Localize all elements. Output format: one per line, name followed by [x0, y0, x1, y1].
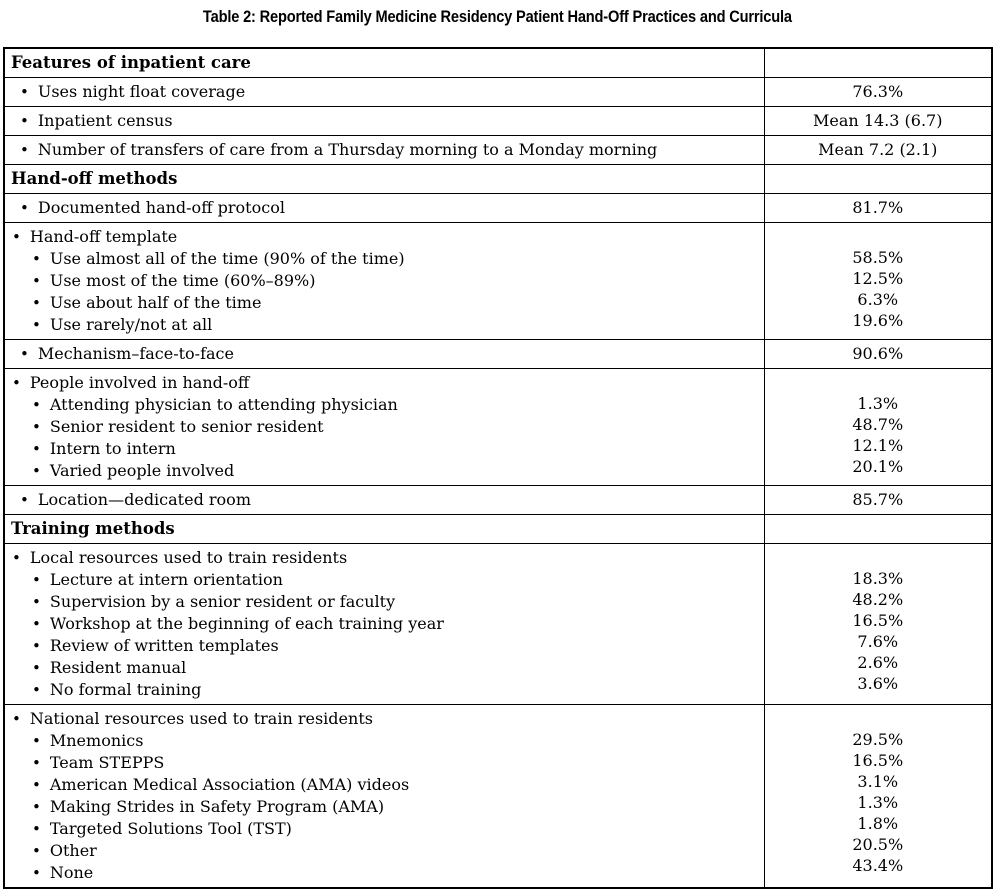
group-label: People involved in hand-off [29, 373, 250, 392]
value-cell [764, 78, 992, 107]
bullet-icon: • [32, 776, 41, 794]
item-value: 85.7% [852, 490, 904, 509]
group-value-spacer [765, 547, 992, 568]
label-cell [4, 194, 764, 223]
sub-item-label-line [5, 591, 764, 613]
section-label: Hand-off methods [11, 169, 178, 188]
sub-item-value: 2.6% [857, 653, 899, 672]
bullet-icon: • [20, 83, 29, 101]
value-cell [764, 369, 992, 486]
item-label-line [5, 110, 764, 132]
label-cell [4, 515, 764, 544]
sub-item-label-line [5, 657, 764, 679]
item-value: 81.7% [852, 198, 904, 217]
sub-item-value: 12.1% [852, 436, 904, 455]
sub-item-label-line [5, 613, 764, 635]
label-cell [4, 340, 764, 369]
label-cell [4, 223, 764, 340]
item-value: 76.3% [852, 82, 904, 101]
sub-item-label-line [5, 292, 764, 314]
group-row [4, 369, 992, 486]
bullet-icon: • [32, 250, 41, 268]
item-row [4, 340, 992, 369]
group-value-spacer [765, 372, 992, 393]
sub-item-label: Targeted Solutions Tool (TST) [49, 819, 292, 838]
bullet-icon: • [32, 396, 41, 414]
item-label: Uses night float coverage [37, 82, 246, 101]
bullet-icon: • [32, 659, 41, 677]
sub-item-label-line [5, 862, 764, 884]
label-cell [4, 136, 764, 165]
sub-item-value: 58.5% [852, 248, 904, 267]
value-cell [764, 340, 992, 369]
sub-item-label: Attending physician to attending physician [49, 395, 398, 414]
sub-item-value: 16.5% [852, 611, 904, 630]
sub-item-value: 43.4% [852, 856, 904, 875]
bullet-icon: • [32, 440, 41, 458]
sub-item-label: Use most of the time (60%–89%) [49, 271, 316, 290]
item-label-line [5, 197, 764, 219]
table-title-text: Table 2: Reported Family Medicine Residency Patient Hand-Off Practices and Curricula [202, 7, 792, 26]
item-value: Mean 14.3 (6.7) [813, 111, 943, 130]
value-cell [764, 107, 992, 136]
bullet-icon: • [32, 462, 41, 480]
group-row [4, 544, 992, 705]
item-row [4, 194, 992, 223]
item-row [4, 136, 992, 165]
bullet-icon: • [12, 228, 21, 246]
item-label-line [5, 139, 764, 161]
sub-item-label: Other [49, 841, 97, 860]
sub-item-label-line [5, 394, 764, 416]
sub-item-label: Lecture at intern orientation [49, 570, 283, 589]
group-label-line [5, 708, 764, 730]
bullet-icon: • [32, 294, 41, 312]
sub-item-label-line [5, 840, 764, 862]
bullet-icon: • [20, 491, 29, 509]
sub-item-label-line [5, 635, 764, 657]
sub-item-value: 29.5% [852, 730, 904, 749]
sub-item-label-line [5, 752, 764, 774]
empty-value [765, 168, 992, 189]
bullet-icon: • [32, 316, 41, 334]
sub-item-value: 1.8% [857, 814, 899, 833]
bullet-icon: • [20, 199, 29, 217]
label-cell [4, 48, 764, 78]
sub-item-label-line [5, 460, 764, 482]
item-label: Number of transfers of care from a Thursday morning to a Monday morning [37, 140, 658, 159]
bullet-icon: • [32, 842, 41, 860]
item-label: Mechanism–face-to-face [37, 344, 234, 363]
sub-item-label: No formal training [49, 680, 202, 699]
sub-item-label: Making Strides in Safety Program (AMA) [49, 797, 385, 816]
sub-item-value: 48.7% [852, 415, 904, 434]
sub-item-label: Use rarely/not at all [49, 315, 213, 334]
section-row [4, 515, 992, 544]
bullet-icon: • [32, 798, 41, 816]
sub-item-label: Varied people involved [49, 461, 235, 480]
sub-item-label: Supervision by a senior resident or faculty [49, 592, 396, 611]
sub-item-value: 20.5% [852, 835, 904, 854]
value-cell [764, 515, 992, 544]
sub-item-label: Intern to intern [49, 439, 176, 458]
item-label-line [5, 343, 764, 365]
bullet-icon: • [32, 820, 41, 838]
bullet-icon: • [20, 345, 29, 363]
sub-item-value: 48.2% [852, 590, 904, 609]
sub-item-value: 12.5% [852, 269, 904, 288]
sub-item-label-line [5, 438, 764, 460]
value-cell [764, 48, 992, 78]
sub-item-label-line [5, 774, 764, 796]
section-row [4, 165, 992, 194]
bullet-icon: • [32, 732, 41, 750]
item-label: Location—dedicated room [37, 490, 251, 509]
sub-item-label: Senior resident to senior resident [49, 417, 324, 436]
label-cell [4, 107, 764, 136]
table-body [4, 48, 992, 888]
bullet-icon: • [12, 374, 21, 392]
bullet-icon: • [32, 418, 41, 436]
item-row [4, 107, 992, 136]
label-cell [4, 78, 764, 107]
sub-item-label: Mnemonics [49, 731, 144, 750]
bullet-icon: • [12, 710, 21, 728]
sub-item-label: None [49, 863, 94, 882]
sub-item-value: 3.1% [857, 772, 899, 791]
sub-item-value: 16.5% [852, 751, 904, 770]
sub-item-label: Team STEPPS [49, 753, 165, 772]
sub-item-label-line [5, 248, 764, 270]
group-row [4, 223, 992, 340]
group-value-spacer [765, 226, 992, 247]
sub-item-value: 1.3% [857, 793, 899, 812]
sub-item-value: 18.3% [852, 569, 904, 588]
sub-item-label-line [5, 730, 764, 752]
item-value: Mean 7.2 (2.1) [818, 140, 938, 159]
bullet-icon: • [32, 571, 41, 589]
sub-item-label-line [5, 270, 764, 292]
sub-item-label-line [5, 796, 764, 818]
item-row [4, 78, 992, 107]
item-label-line [5, 81, 764, 103]
sub-item-value: 20.1% [852, 457, 904, 476]
group-row [4, 705, 992, 889]
sub-item-label: American Medical Association (AMA) videos [49, 775, 410, 794]
empty-value [765, 518, 992, 539]
sub-item-label: Review of written templates [49, 636, 279, 655]
item-label: Inpatient census [37, 111, 173, 130]
sub-item-value: 19.6% [852, 311, 904, 330]
sub-item-label: Resident manual [49, 658, 187, 677]
value-cell [764, 194, 992, 223]
value-cell [764, 544, 992, 705]
bullet-icon: • [32, 615, 41, 633]
sub-item-label-line [5, 314, 764, 336]
sub-item-value: 7.6% [857, 632, 899, 651]
label-cell [4, 369, 764, 486]
bullet-icon: • [32, 754, 41, 772]
bullet-icon: • [32, 272, 41, 290]
value-cell [764, 136, 992, 165]
item-value: 90.6% [852, 344, 904, 363]
sub-item-value: 1.3% [857, 394, 899, 413]
value-cell [764, 486, 992, 515]
table-title [0, 0, 994, 33]
item-label-line [5, 489, 764, 511]
group-value-spacer [765, 708, 992, 729]
label-cell [4, 705, 764, 889]
value-cell [764, 705, 992, 889]
empty-value [765, 52, 992, 73]
sub-item-label-line [5, 416, 764, 438]
bullet-icon: • [12, 549, 21, 567]
label-cell [4, 486, 764, 515]
bullet-icon: • [32, 681, 41, 699]
label-cell [4, 165, 764, 194]
sub-item-label: Use almost all of the time (90% of the time) [49, 249, 405, 268]
sub-item-label-line [5, 679, 764, 701]
value-cell [764, 223, 992, 340]
bullet-icon: • [32, 864, 41, 882]
section-row [4, 48, 992, 78]
section-label: Features of inpatient care [11, 53, 251, 72]
item-label: Documented hand-off protocol [37, 198, 285, 217]
section-label: Training methods [11, 519, 175, 538]
group-label: Local resources used to train residents [29, 548, 348, 567]
group-label: National resources used to train residents [29, 709, 373, 728]
group-label-line [5, 372, 764, 394]
group-label: Hand-off template [29, 227, 178, 246]
sub-item-label: Use about half of the time [49, 293, 262, 312]
bullet-icon: • [20, 141, 29, 159]
sub-item-label: Workshop at the beginning of each training year [49, 614, 444, 633]
value-cell [764, 165, 992, 194]
sub-item-value: 3.6% [857, 674, 899, 693]
item-row [4, 486, 992, 515]
group-label-line [5, 547, 764, 569]
group-label-line [5, 226, 764, 248]
sub-item-value: 6.3% [857, 290, 899, 309]
bullet-icon: • [32, 593, 41, 611]
label-cell [4, 544, 764, 705]
sub-item-label-line [5, 569, 764, 591]
bullet-icon: • [32, 637, 41, 655]
handoff-practices-table [3, 47, 993, 889]
sub-item-label-line [5, 818, 764, 840]
bullet-icon: • [20, 112, 29, 130]
